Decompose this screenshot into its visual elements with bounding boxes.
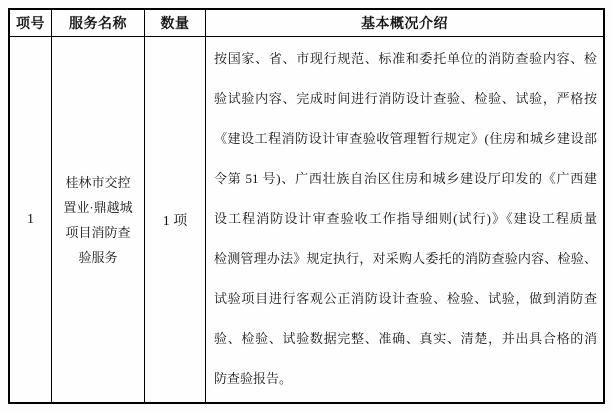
cell-overview: [206, 37, 603, 402]
cell-service-name: [52, 37, 145, 402]
overview-line: 试验项目进行客观公正消防设计查验、检验、试验，做到消防查: [214, 291, 597, 306]
header-cell-overview: 基本概况介绍: [361, 17, 448, 32]
overview-line: 按国家、省、市现行规范、标准和委托单位的消防查验内容、检: [214, 51, 597, 66]
overview-line: 令第 51 号)、广西壮族自治区住房和城乡建设厅印发的《广西建: [214, 171, 597, 186]
cell-item-no: 1: [10, 37, 52, 402]
overview-line: 《建设工程消防设计审查验收管理暂行规定》(住房和城乡建设部: [214, 131, 597, 146]
overview-line: 验、检验、试验数据完整、准确、真实、清楚，并出具合格的消: [214, 331, 597, 346]
overview-line: 防查验报告。: [214, 371, 293, 386]
overview-line: 设工程消防设计审查验收工作指导细则(试行)》《建设工程质量: [214, 211, 597, 226]
cell-quantity: 1 项: [145, 37, 206, 402]
service-name-line: 项目消防查: [65, 224, 131, 240]
service-name-line: 置业·鼎越城: [63, 199, 133, 215]
header-cell-item-no: 项号: [10, 10, 52, 36]
service-name-line: 验服务: [78, 249, 118, 265]
service-overview-table: [8, 8, 605, 404]
table-header-row: [10, 10, 603, 37]
header-cell-quantity: 数量: [145, 10, 206, 36]
overview-line: 验试验内容、完成时间进行消防设计查验、检验、试验，严格按: [214, 91, 597, 106]
header-cell-service-name: 服务名称: [52, 10, 145, 36]
service-name-line: 桂林市交控: [65, 174, 131, 190]
table-row: [10, 37, 603, 402]
overview-line: 检测管理办法》规定执行，对采购人委托的消防查验内容、检验、: [214, 251, 597, 266]
